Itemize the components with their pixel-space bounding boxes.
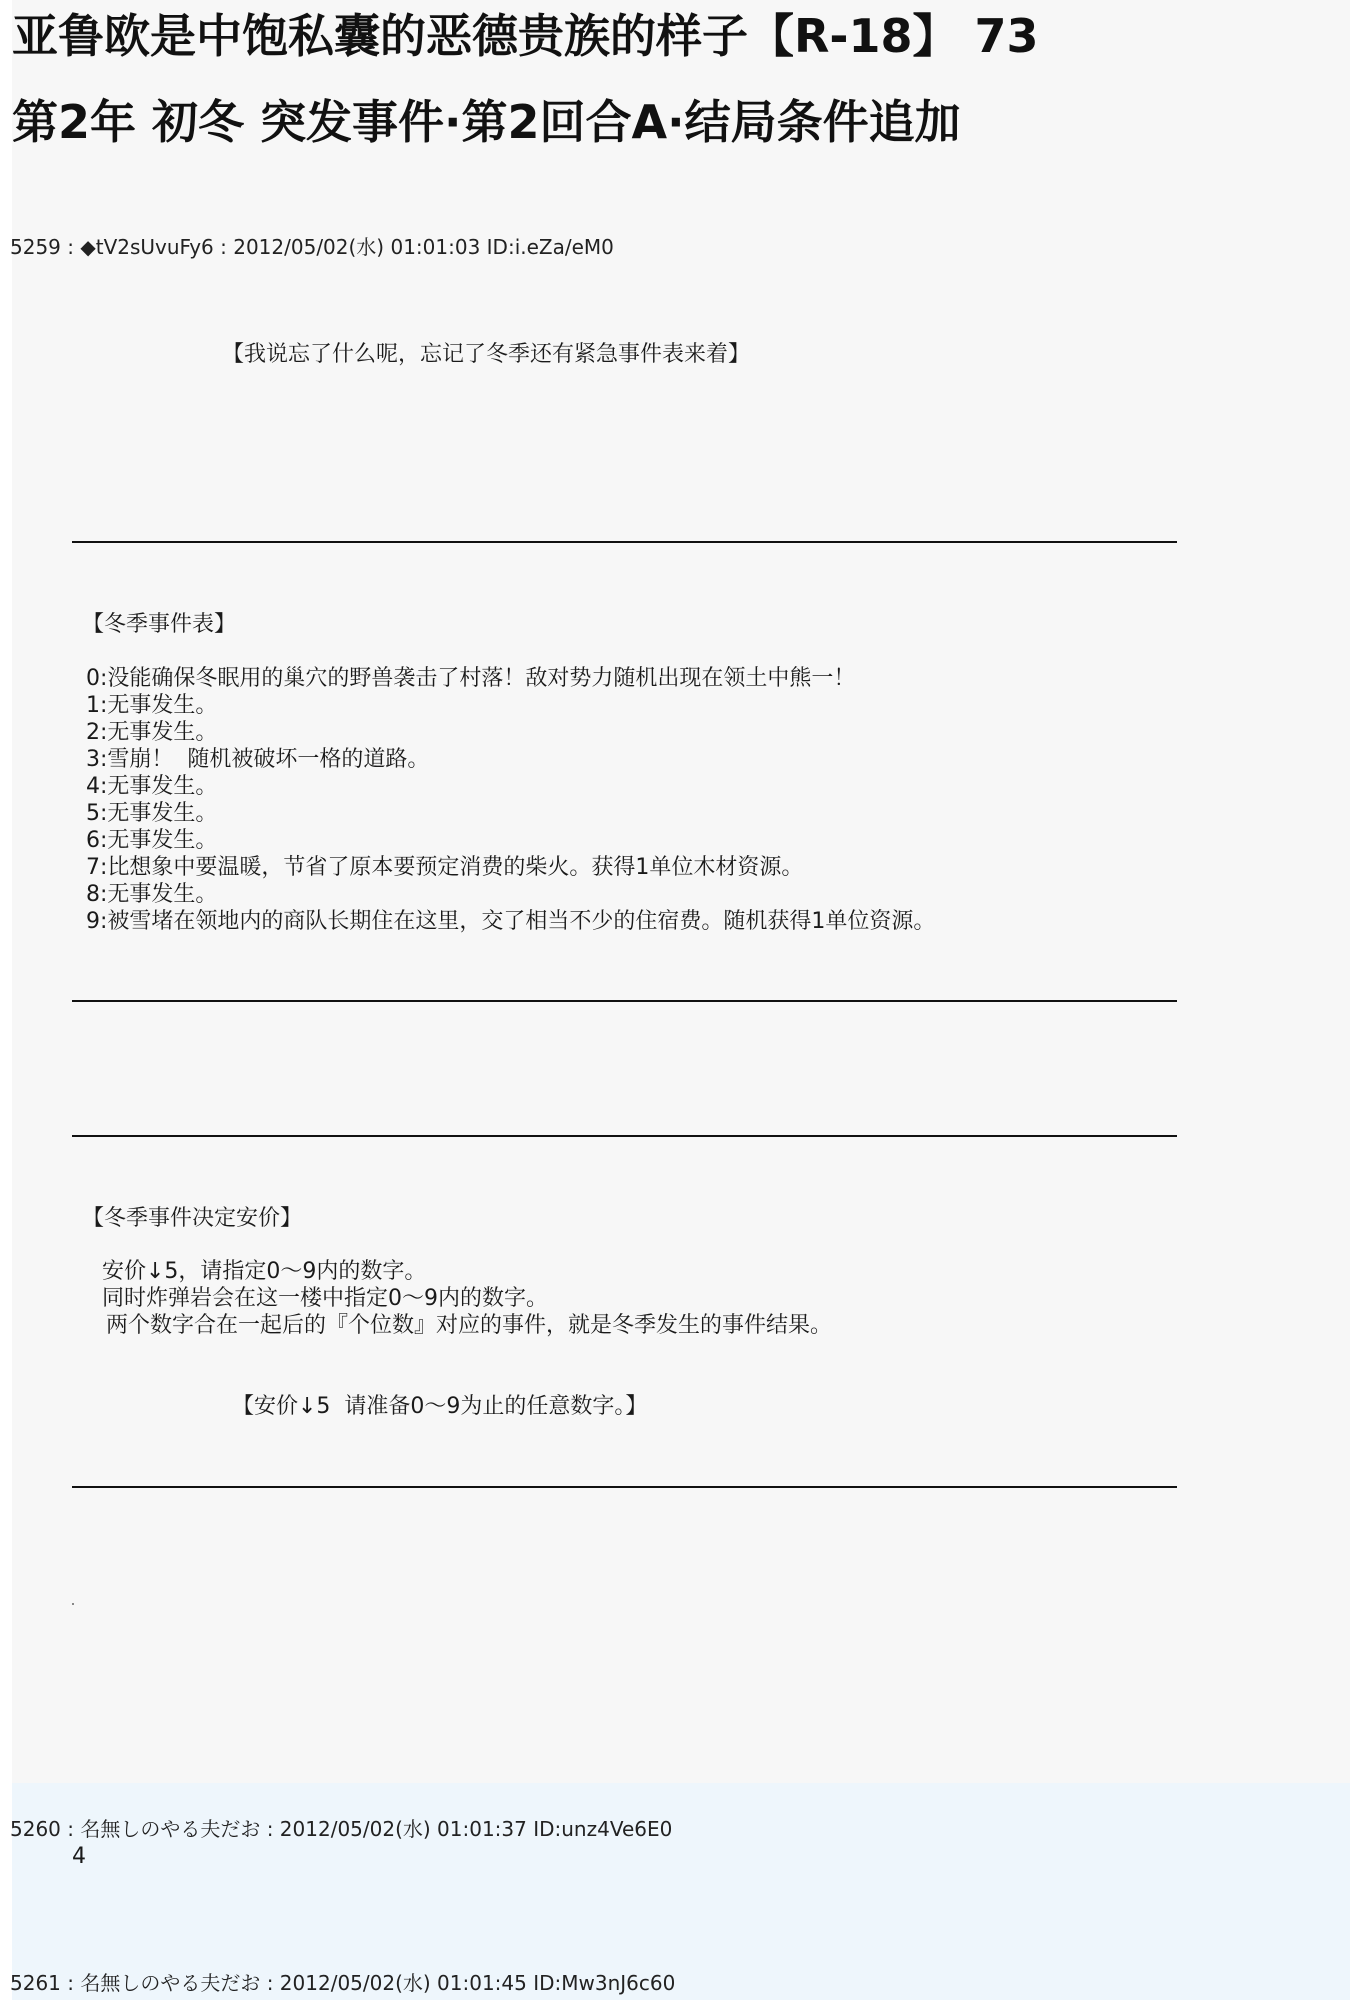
anka-instruction-3: 两个数字合在一起后的『个位数』对应的事件，就是冬季发生的事件结果。 [106,1313,833,1338]
event-item-9: 9:被雪堵在领地内的商队长期住在这里，交了相当不少的住宿费。随机获得1单位资源。 [86,909,936,934]
event-item-7: 7:比想象中要温暖，节省了原本要预定消费的柴火。获得1单位木材资源。 [86,855,804,880]
reply-body-5260: 4 [72,1844,86,1869]
anka-instruction-1: 安价↓5，请指定0～9内的数字。 [102,1259,427,1284]
forgot-note: 【我说忘了什么呢，忘记了冬季还有紧急事件表来着】 [222,342,751,367]
divider [72,541,1177,543]
divider [72,1135,1177,1137]
winter-event-table-heading: 【冬季事件表】 [82,612,237,637]
post-header-5259: 5259 : ◆tV2sUvuFy6 : 2012/05/02(水) 01:01:03 ID:i.eZa/eM0 [10,235,614,259]
post-header-5260: 5260 : 名無しのやる夫だお : 2012/05/02(水) 01:01:37 ID:unz4Ve6E0 [10,1817,673,1841]
event-item-8: 8:无事发生。 [86,882,218,907]
divider [72,1486,1177,1488]
event-item-6: 6:无事发生。 [86,828,218,853]
event-item-5: 5:无事发生。 [86,801,218,826]
anka-prompt: 【安价↓5 请准备0～9为止的任意数字。】 [232,1394,648,1419]
anka-instruction-2: 同时炸弹岩会在这一楼中指定0～9内的数字。 [102,1286,548,1311]
event-item-2: 2:无事发生。 [86,720,218,745]
event-item-1: 1:无事发生。 [86,693,218,718]
anka-heading: 【冬季事件决定安价】 [82,1206,303,1231]
event-item-4: 4:无事发生。 [86,774,218,799]
stray-dot [72,1603,74,1605]
page-title: 亚鲁欧是中饱私囊的恶德贵族的样子【R-18】 73 [12,9,1039,63]
event-item-3: 3:雪崩！ 随机被破坏一格的道路。 [86,747,430,772]
event-item-0: 0:没能确保冬眠用的巢穴的野兽袭击了村落！敌对势力随机出现在领土中熊一！ [86,666,856,691]
post-header-5261: 5261 : 名無しのやる夫だお : 2012/05/02(水) 01:01:45 ID:Mw3nJ6c60 [10,1971,676,1995]
page-subtitle: 第2年 初冬 突发事件·第2回合A·结局条件追加 [12,95,961,149]
divider [72,1000,1177,1002]
